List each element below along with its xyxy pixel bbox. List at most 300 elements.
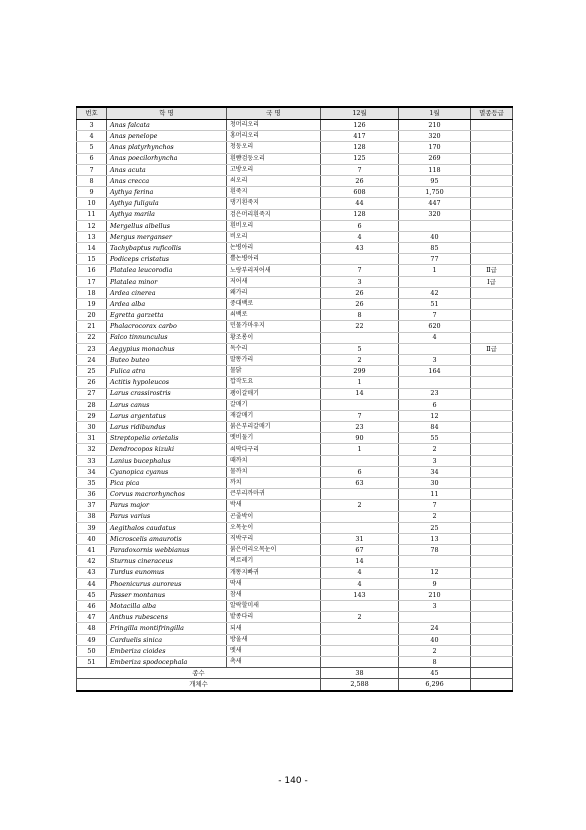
table-row bbox=[77, 153, 513, 164]
korean-name: 멧비둘기 bbox=[227, 433, 321, 444]
december-count: 26 bbox=[321, 299, 399, 310]
december-count bbox=[321, 601, 399, 612]
korean-name: 쇠오리 bbox=[227, 175, 321, 186]
january-count: 77 bbox=[399, 254, 471, 265]
korean-name: 흰비오리 bbox=[227, 220, 321, 231]
december-count: 7 bbox=[321, 410, 399, 421]
january-count: 2 bbox=[399, 444, 471, 455]
korean-name: 붉은머리오목눈이 bbox=[227, 545, 321, 556]
december-count: 608 bbox=[321, 187, 399, 198]
table-row bbox=[77, 254, 513, 265]
endangered-grade bbox=[471, 175, 513, 186]
header-endangered-grade: 멸종등급 bbox=[471, 107, 513, 120]
scientific-name: Mergus merganser bbox=[107, 231, 227, 242]
endangered-grade bbox=[471, 489, 513, 500]
table-row bbox=[77, 198, 513, 209]
table-row bbox=[77, 522, 513, 533]
january-count: 7 bbox=[399, 310, 471, 321]
row-number: 26 bbox=[77, 377, 107, 388]
table-row bbox=[77, 321, 513, 332]
table-row bbox=[77, 511, 513, 522]
table-row bbox=[77, 388, 513, 399]
korean-name: 때까치 bbox=[227, 455, 321, 466]
january-count: 4 bbox=[399, 332, 471, 343]
december-count: 44 bbox=[321, 198, 399, 209]
december-count: 4 bbox=[321, 567, 399, 578]
endangered-grade bbox=[471, 388, 513, 399]
total-species-grade bbox=[471, 668, 513, 679]
row-number: 13 bbox=[77, 231, 107, 242]
january-count: 40 bbox=[399, 231, 471, 242]
korean-name: 갈매기 bbox=[227, 399, 321, 410]
table-row bbox=[77, 142, 513, 153]
endangered-grade bbox=[471, 131, 513, 142]
endangered-grade bbox=[471, 187, 513, 198]
endangered-grade bbox=[471, 399, 513, 410]
december-count: 6 bbox=[321, 466, 399, 477]
scientific-name: Microscelis amaurotis bbox=[107, 533, 227, 544]
korean-name: 뿔논병아리 bbox=[227, 254, 321, 265]
korean-name: 쇠딱다구리 bbox=[227, 444, 321, 455]
scientific-name: Mergellus albellus bbox=[107, 220, 227, 231]
row-number: 5 bbox=[77, 142, 107, 153]
january-count: 24 bbox=[399, 623, 471, 634]
korean-name: 깝작도요 bbox=[227, 377, 321, 388]
december-count: 5 bbox=[321, 343, 399, 354]
row-number: 37 bbox=[77, 500, 107, 511]
december-count: 2 bbox=[321, 354, 399, 365]
table-row bbox=[77, 399, 513, 410]
row-number: 7 bbox=[77, 164, 107, 175]
row-number: 46 bbox=[77, 601, 107, 612]
table-row bbox=[77, 366, 513, 377]
january-count: 210 bbox=[399, 120, 471, 131]
december-count bbox=[321, 522, 399, 533]
endangered-grade bbox=[471, 612, 513, 623]
december-count: 90 bbox=[321, 433, 399, 444]
total-individuals-january: 6,296 bbox=[399, 679, 471, 691]
december-count: 299 bbox=[321, 366, 399, 377]
scientific-name: Anas poecilorhyncha bbox=[107, 153, 227, 164]
row-number: 19 bbox=[77, 299, 107, 310]
table-row bbox=[77, 657, 513, 668]
scientific-name: Anas acuta bbox=[107, 164, 227, 175]
scientific-name: Parus varius bbox=[107, 511, 227, 522]
endangered-grade bbox=[471, 634, 513, 645]
scientific-name: Emberiza spodocephala bbox=[107, 657, 227, 668]
table-row bbox=[77, 422, 513, 433]
endangered-grade: Ⅱ급 bbox=[471, 265, 513, 276]
december-count: 3 bbox=[321, 276, 399, 287]
table-row bbox=[77, 489, 513, 500]
table-row bbox=[77, 500, 513, 511]
total-species-label: 종수 bbox=[77, 668, 321, 679]
row-number: 45 bbox=[77, 589, 107, 600]
january-count: 40 bbox=[399, 634, 471, 645]
korean-name: 밭종다리 bbox=[227, 612, 321, 623]
korean-name: 물까치 bbox=[227, 466, 321, 477]
korean-name: 오목눈이 bbox=[227, 522, 321, 533]
table-row bbox=[77, 164, 513, 175]
table-row bbox=[77, 556, 513, 567]
table-row bbox=[77, 220, 513, 231]
table-row bbox=[77, 444, 513, 455]
december-count: 126 bbox=[321, 120, 399, 131]
korean-name: 곤줄박이 bbox=[227, 511, 321, 522]
korean-name: 독수리 bbox=[227, 343, 321, 354]
december-count: 143 bbox=[321, 589, 399, 600]
january-count: 25 bbox=[399, 522, 471, 533]
december-count bbox=[321, 254, 399, 265]
scientific-name: Lanius bucephalus bbox=[107, 455, 227, 466]
row-number: 10 bbox=[77, 198, 107, 209]
row-number: 42 bbox=[77, 556, 107, 567]
korean-name: 쇠백로 bbox=[227, 310, 321, 321]
scientific-name: Streptopelia orietalis bbox=[107, 433, 227, 444]
korean-name: 청머리오리 bbox=[227, 120, 321, 131]
january-count: 85 bbox=[399, 243, 471, 254]
header-december: 12월 bbox=[321, 107, 399, 120]
table-row bbox=[77, 287, 513, 298]
december-count bbox=[321, 332, 399, 343]
row-number: 40 bbox=[77, 533, 107, 544]
endangered-grade bbox=[471, 142, 513, 153]
row-number: 24 bbox=[77, 354, 107, 365]
scientific-name: Anas falcata bbox=[107, 120, 227, 131]
endangered-grade bbox=[471, 243, 513, 254]
december-count: 7 bbox=[321, 265, 399, 276]
january-count: 9 bbox=[399, 578, 471, 589]
january-count bbox=[399, 377, 471, 388]
endangered-grade bbox=[471, 377, 513, 388]
row-number: 12 bbox=[77, 220, 107, 231]
korean-name: 물닭 bbox=[227, 366, 321, 377]
table-row bbox=[77, 187, 513, 198]
table-row bbox=[77, 131, 513, 142]
endangered-grade bbox=[471, 153, 513, 164]
january-count: 8 bbox=[399, 657, 471, 668]
row-number: 8 bbox=[77, 175, 107, 186]
december-count: 8 bbox=[321, 310, 399, 321]
january-count: 78 bbox=[399, 545, 471, 556]
december-count bbox=[321, 399, 399, 410]
december-count: 417 bbox=[321, 131, 399, 142]
page-number: - 140 - bbox=[278, 776, 308, 786]
row-number: 23 bbox=[77, 343, 107, 354]
january-count: 34 bbox=[399, 466, 471, 477]
january-count: 320 bbox=[399, 131, 471, 142]
endangered-grade bbox=[471, 164, 513, 175]
korean-name: 까치 bbox=[227, 478, 321, 489]
scientific-name: Ardea cinerea bbox=[107, 287, 227, 298]
scientific-name: Larus ridibundus bbox=[107, 422, 227, 433]
december-count: 23 bbox=[321, 422, 399, 433]
endangered-grade bbox=[471, 589, 513, 600]
scientific-name: Turdus eunomus bbox=[107, 567, 227, 578]
december-count bbox=[321, 455, 399, 466]
table-row bbox=[77, 578, 513, 589]
december-count bbox=[321, 645, 399, 656]
scientific-name: Phoenicurus auroreus bbox=[107, 578, 227, 589]
row-number: 28 bbox=[77, 399, 107, 410]
endangered-grade bbox=[471, 209, 513, 220]
scientific-name: Platalea minor bbox=[107, 276, 227, 287]
korean-name: 되새 bbox=[227, 623, 321, 634]
table-row bbox=[77, 332, 513, 343]
korean-name: 개똥지빠귀 bbox=[227, 567, 321, 578]
december-count: 1 bbox=[321, 444, 399, 455]
january-count: 118 bbox=[399, 164, 471, 175]
table-row bbox=[77, 612, 513, 623]
korean-name: 황조롱이 bbox=[227, 332, 321, 343]
row-number: 9 bbox=[77, 187, 107, 198]
korean-name: 댕기흰죽지 bbox=[227, 198, 321, 209]
scientific-name: Falco tinnunculus bbox=[107, 332, 227, 343]
december-count: 1 bbox=[321, 377, 399, 388]
december-count: 2 bbox=[321, 500, 399, 511]
january-count: 447 bbox=[399, 198, 471, 209]
korean-name: 고방오리 bbox=[227, 164, 321, 175]
january-count bbox=[399, 220, 471, 231]
scientific-name: Tachybaptus ruficollis bbox=[107, 243, 227, 254]
endangered-grade bbox=[471, 410, 513, 421]
endangered-grade bbox=[471, 332, 513, 343]
row-number: 43 bbox=[77, 567, 107, 578]
korean-name: 알락할미새 bbox=[227, 601, 321, 612]
january-count: 6 bbox=[399, 399, 471, 410]
row-number: 27 bbox=[77, 388, 107, 399]
table-header-row bbox=[77, 107, 513, 120]
december-count bbox=[321, 634, 399, 645]
scientific-name: Platalea leucorodia bbox=[107, 265, 227, 276]
january-count: 320 bbox=[399, 209, 471, 220]
january-count bbox=[399, 276, 471, 287]
january-count: 23 bbox=[399, 388, 471, 399]
december-count: 125 bbox=[321, 153, 399, 164]
january-count: 30 bbox=[399, 478, 471, 489]
korean-name: 멧새 bbox=[227, 645, 321, 656]
scientific-name: Parus major bbox=[107, 500, 227, 511]
january-count: 11 bbox=[399, 489, 471, 500]
december-count bbox=[321, 623, 399, 634]
korean-name: 저어새 bbox=[227, 276, 321, 287]
scientific-name: Aythya fuligula bbox=[107, 198, 227, 209]
january-count: 269 bbox=[399, 153, 471, 164]
january-count: 55 bbox=[399, 433, 471, 444]
korean-name: 붉은부리갈매기 bbox=[227, 422, 321, 433]
korean-name: 논병아리 bbox=[227, 243, 321, 254]
january-count: 7 bbox=[399, 500, 471, 511]
total-species-row bbox=[77, 668, 513, 679]
row-number: 34 bbox=[77, 466, 107, 477]
korean-name: 딱새 bbox=[227, 578, 321, 589]
january-count: 12 bbox=[399, 410, 471, 421]
january-count: 51 bbox=[399, 299, 471, 310]
row-number: 41 bbox=[77, 545, 107, 556]
scientific-name: Phalacrocorax carbo bbox=[107, 321, 227, 332]
endangered-grade bbox=[471, 198, 513, 209]
endangered-grade bbox=[471, 310, 513, 321]
header-korean-name: 국 명 bbox=[227, 107, 321, 120]
scientific-name: Pica pica bbox=[107, 478, 227, 489]
table-row bbox=[77, 231, 513, 242]
scientific-name: Aegithalos caudatus bbox=[107, 522, 227, 533]
row-number: 14 bbox=[77, 243, 107, 254]
january-count: 210 bbox=[399, 589, 471, 600]
row-number: 17 bbox=[77, 276, 107, 287]
endangered-grade bbox=[471, 299, 513, 310]
korean-name: 직박구리 bbox=[227, 533, 321, 544]
table-row bbox=[77, 589, 513, 600]
scientific-name: Anas platyrhynchos bbox=[107, 142, 227, 153]
endangered-grade bbox=[471, 657, 513, 668]
korean-name: 큰부리까마귀 bbox=[227, 489, 321, 500]
total-individuals-label: 개체수 bbox=[77, 679, 321, 691]
endangered-grade bbox=[471, 522, 513, 533]
table-row bbox=[77, 276, 513, 287]
january-count: 3 bbox=[399, 354, 471, 365]
row-number: 6 bbox=[77, 153, 107, 164]
endangered-grade bbox=[471, 444, 513, 455]
row-number: 21 bbox=[77, 321, 107, 332]
scientific-name: Motacilla alba bbox=[107, 601, 227, 612]
korean-name: 홍머리오리 bbox=[227, 131, 321, 142]
table-row bbox=[77, 433, 513, 444]
row-number: 44 bbox=[77, 578, 107, 589]
row-number: 39 bbox=[77, 522, 107, 533]
january-count: 170 bbox=[399, 142, 471, 153]
endangered-grade bbox=[471, 120, 513, 131]
row-number: 30 bbox=[77, 422, 107, 433]
scientific-name: Larus canus bbox=[107, 399, 227, 410]
table-row bbox=[77, 243, 513, 254]
january-count: 1 bbox=[399, 265, 471, 276]
row-number: 33 bbox=[77, 455, 107, 466]
table-row bbox=[77, 455, 513, 466]
january-count: 3 bbox=[399, 455, 471, 466]
endangered-grade bbox=[471, 533, 513, 544]
korean-name: 방울새 bbox=[227, 634, 321, 645]
endangered-grade bbox=[471, 623, 513, 634]
scientific-name: Cyanopica cyanus bbox=[107, 466, 227, 477]
january-count: 13 bbox=[399, 533, 471, 544]
row-number: 22 bbox=[77, 332, 107, 343]
korean-name: 검은머리흰죽지 bbox=[227, 209, 321, 220]
table-row bbox=[77, 175, 513, 186]
table-row bbox=[77, 209, 513, 220]
korean-name: 왜가리 bbox=[227, 287, 321, 298]
endangered-grade bbox=[471, 287, 513, 298]
december-count: 31 bbox=[321, 533, 399, 544]
endangered-grade bbox=[471, 511, 513, 522]
scientific-name: Larus crassirostris bbox=[107, 388, 227, 399]
table-row bbox=[77, 310, 513, 321]
december-count: 26 bbox=[321, 175, 399, 186]
endangered-grade bbox=[471, 478, 513, 489]
december-count: 7 bbox=[321, 164, 399, 175]
korean-name: 촉새 bbox=[227, 657, 321, 668]
row-number: 16 bbox=[77, 265, 107, 276]
endangered-grade bbox=[471, 433, 513, 444]
species-table-body bbox=[77, 120, 513, 668]
scientific-name: Actitis hypoleucos bbox=[107, 377, 227, 388]
endangered-grade bbox=[471, 578, 513, 589]
table-row bbox=[77, 410, 513, 421]
endangered-grade bbox=[471, 455, 513, 466]
december-count: 4 bbox=[321, 231, 399, 242]
december-count: 14 bbox=[321, 556, 399, 567]
row-number: 47 bbox=[77, 612, 107, 623]
endangered-grade bbox=[471, 466, 513, 477]
row-number: 15 bbox=[77, 254, 107, 265]
december-count: 14 bbox=[321, 388, 399, 399]
endangered-grade: Ⅱ급 bbox=[471, 343, 513, 354]
korean-name: 청둥오리 bbox=[227, 142, 321, 153]
scientific-name: Passer montanus bbox=[107, 589, 227, 600]
row-number: 35 bbox=[77, 478, 107, 489]
row-number: 3 bbox=[77, 120, 107, 131]
january-count: 42 bbox=[399, 287, 471, 298]
january-count bbox=[399, 343, 471, 354]
scientific-name: Anas penelope bbox=[107, 131, 227, 142]
row-number: 48 bbox=[77, 623, 107, 634]
korean-name: 민물가마우지 bbox=[227, 321, 321, 332]
table-row bbox=[77, 354, 513, 365]
table-row bbox=[77, 634, 513, 645]
endangered-grade bbox=[471, 545, 513, 556]
december-count bbox=[321, 489, 399, 500]
korean-name: 노랑부리저어새 bbox=[227, 265, 321, 276]
table-row bbox=[77, 623, 513, 634]
december-count bbox=[321, 657, 399, 668]
january-count: 84 bbox=[399, 422, 471, 433]
endangered-grade bbox=[471, 422, 513, 433]
korean-name: 재갈매기 bbox=[227, 410, 321, 421]
january-count bbox=[399, 556, 471, 567]
row-number: 29 bbox=[77, 410, 107, 421]
scientific-name: Anas crecca bbox=[107, 175, 227, 186]
january-count: 95 bbox=[399, 175, 471, 186]
december-count: 63 bbox=[321, 478, 399, 489]
scientific-name: Aythya marila bbox=[107, 209, 227, 220]
table-row bbox=[77, 545, 513, 556]
december-count: 128 bbox=[321, 142, 399, 153]
scientific-name: Corvus macrorhynchos bbox=[107, 489, 227, 500]
endangered-grade bbox=[471, 601, 513, 612]
table-row bbox=[77, 533, 513, 544]
scientific-name: Ardea alba bbox=[107, 299, 227, 310]
endangered-grade bbox=[471, 500, 513, 511]
scientific-name: Anthus rubescens bbox=[107, 612, 227, 623]
table-row bbox=[77, 645, 513, 656]
december-count: 26 bbox=[321, 287, 399, 298]
endangered-grade bbox=[471, 321, 513, 332]
korean-name: 참새 bbox=[227, 589, 321, 600]
scientific-name: Podiceps cristatus bbox=[107, 254, 227, 265]
endangered-grade bbox=[471, 231, 513, 242]
total-species-january: 45 bbox=[399, 668, 471, 679]
december-count: 67 bbox=[321, 545, 399, 556]
december-count bbox=[321, 511, 399, 522]
table-row bbox=[77, 265, 513, 276]
december-count: 6 bbox=[321, 220, 399, 231]
header-january: 1월 bbox=[399, 107, 471, 120]
december-count: 128 bbox=[321, 209, 399, 220]
january-count: 3 bbox=[399, 601, 471, 612]
row-number: 51 bbox=[77, 657, 107, 668]
row-number: 50 bbox=[77, 645, 107, 656]
row-number: 32 bbox=[77, 444, 107, 455]
